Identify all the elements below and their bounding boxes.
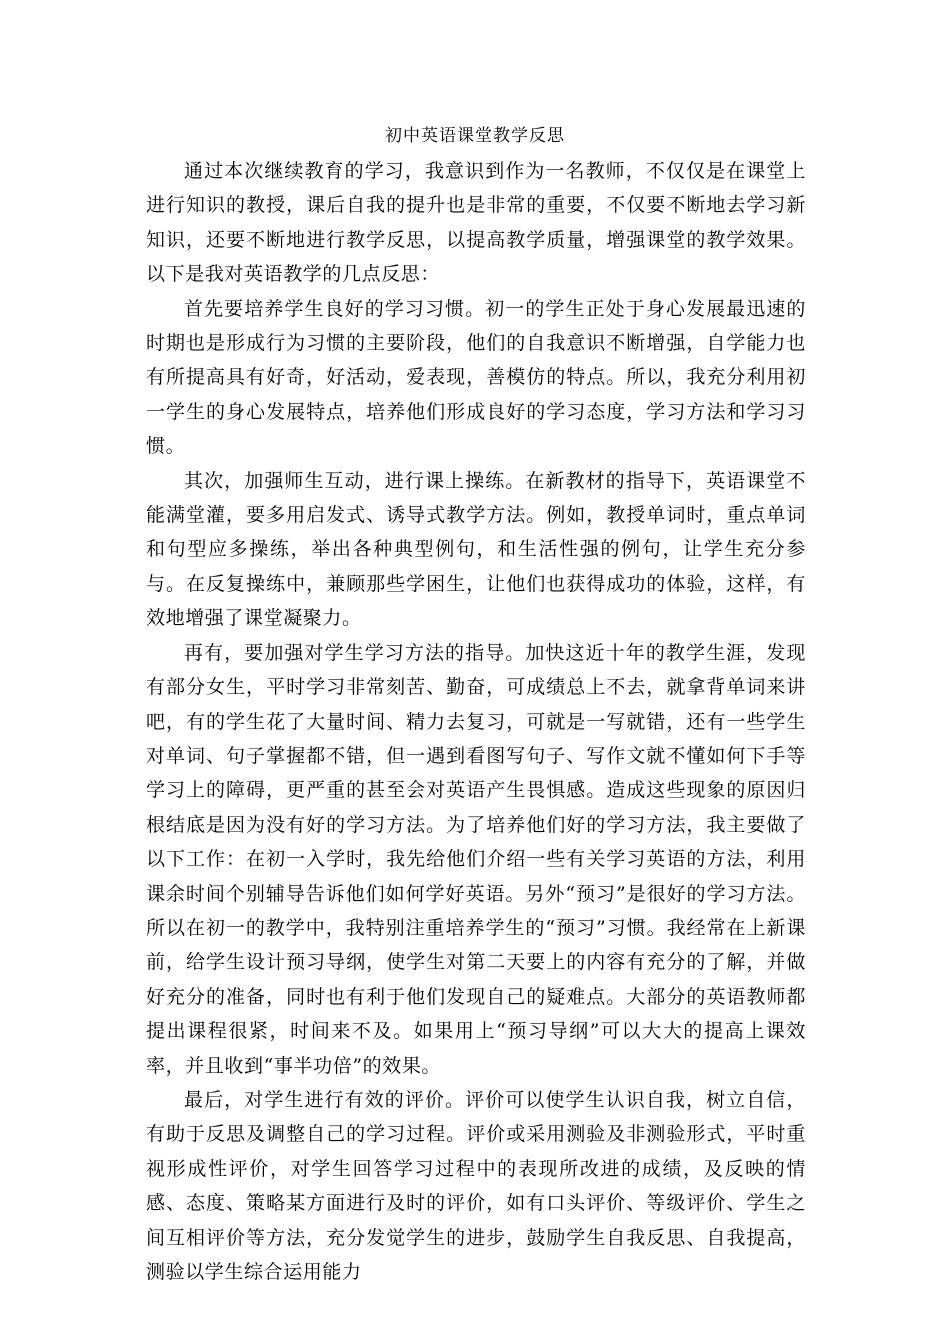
document-body: [146, 154, 806, 1289]
paragraph-study-habits: 首先要培养学生良好的学习习惯。初一的学生正处于身心发展最迅速的时期也是形成行为习惯的主要阶段，他们的自我意识不断增强，自学能力也有所提高具有好奇，好活动，爱表现，善模仿的特点。所以，我充分利用初一学生的身心发展特点，培养他们形成良好的学习态度，学习方法和学习习惯。: [146, 297, 806, 458]
paragraph-interaction: 其次，加强师生互动，进行课上操练。在新教材的指导下，英语课堂不能满堂灌，要多用启发式、诱导式教学方法。例如，教授单词时，重点单词和句型应多操练，举出各种典型例句，和生活性强的例句，让学生充分参与。在反复操练中，兼顾那些学困生，让他们也获得成功的体验，这样，有效地增强了课堂凝聚力。: [146, 469, 806, 630]
document-title: 初中英语课堂教学反思: [385, 126, 565, 146]
paragraph-study-methods: 再有，要加强对学生学习方法的指导。加快这近十年的教学生涯，发现有部分女生，平时学习非常刻苦、勤奋，可成绩总上不去，就拿背单词来讲吧，有的学生花了大量时间、精力去复习，可就是一写就错，还有一些学生对单词、句子掌握都不错，但一遇到看图写句子、写作文就不懂如何下手等学习上的障碍，更严重的甚至会对英语产生畏惧感。造成这些现象的原因归根结底是因为没有好的学习方法。为了培养他们好的学习方法，我主要做了以下工作：在初一入学时，我先给他们介绍一些有关学习英语的方法，利用课余时间个别辅导告诉他们如何学好英语。另外“预习”是很好的学习方法。所以在初一的教学中，我特别注重培养学生的“预习”习惯。我经常在上新课前，给学生设计预习导纲，使学生对第二天要上的内容有充分的了解，并做好充分的准备，同时也有利于他们发现自己的疑难点。大部分的英语教师都提出课程很紧，时间来不及。如果用上“预习导纲”可以大大的提高上课效率，并且收到“事半功倍”的效果。: [146, 641, 806, 1077]
paragraph-evaluation: 最后，对学生进行有效的评价。评价可以使学生认识自我，树立自信，有助于反思及调整自己的学习过程。评价或采用测验及非测验形式，平时重视形成性评价，对学生回答学习过程中的表现所改进的成绩，及反映的情感、态度、策略某方面进行及时的评价，如有口头评价、等级评价、学生之间互相评价等方法，充分发觉学生的进步，鼓励学生自我反思、自我提高，测验以学生综合运用能力: [146, 1088, 806, 1283]
paragraph-intro: 通过本次继续教育的学习，我意识到作为一名教师，不仅仅是在课堂上进行知识的教授，课后自我的提升也是非常的重要，不仅要不断地去学习新知识，还要不断地进行教学反思，以提高教学质量，增强课堂的教学效果。以下是我对英语教学的几点反思：: [146, 160, 806, 286]
